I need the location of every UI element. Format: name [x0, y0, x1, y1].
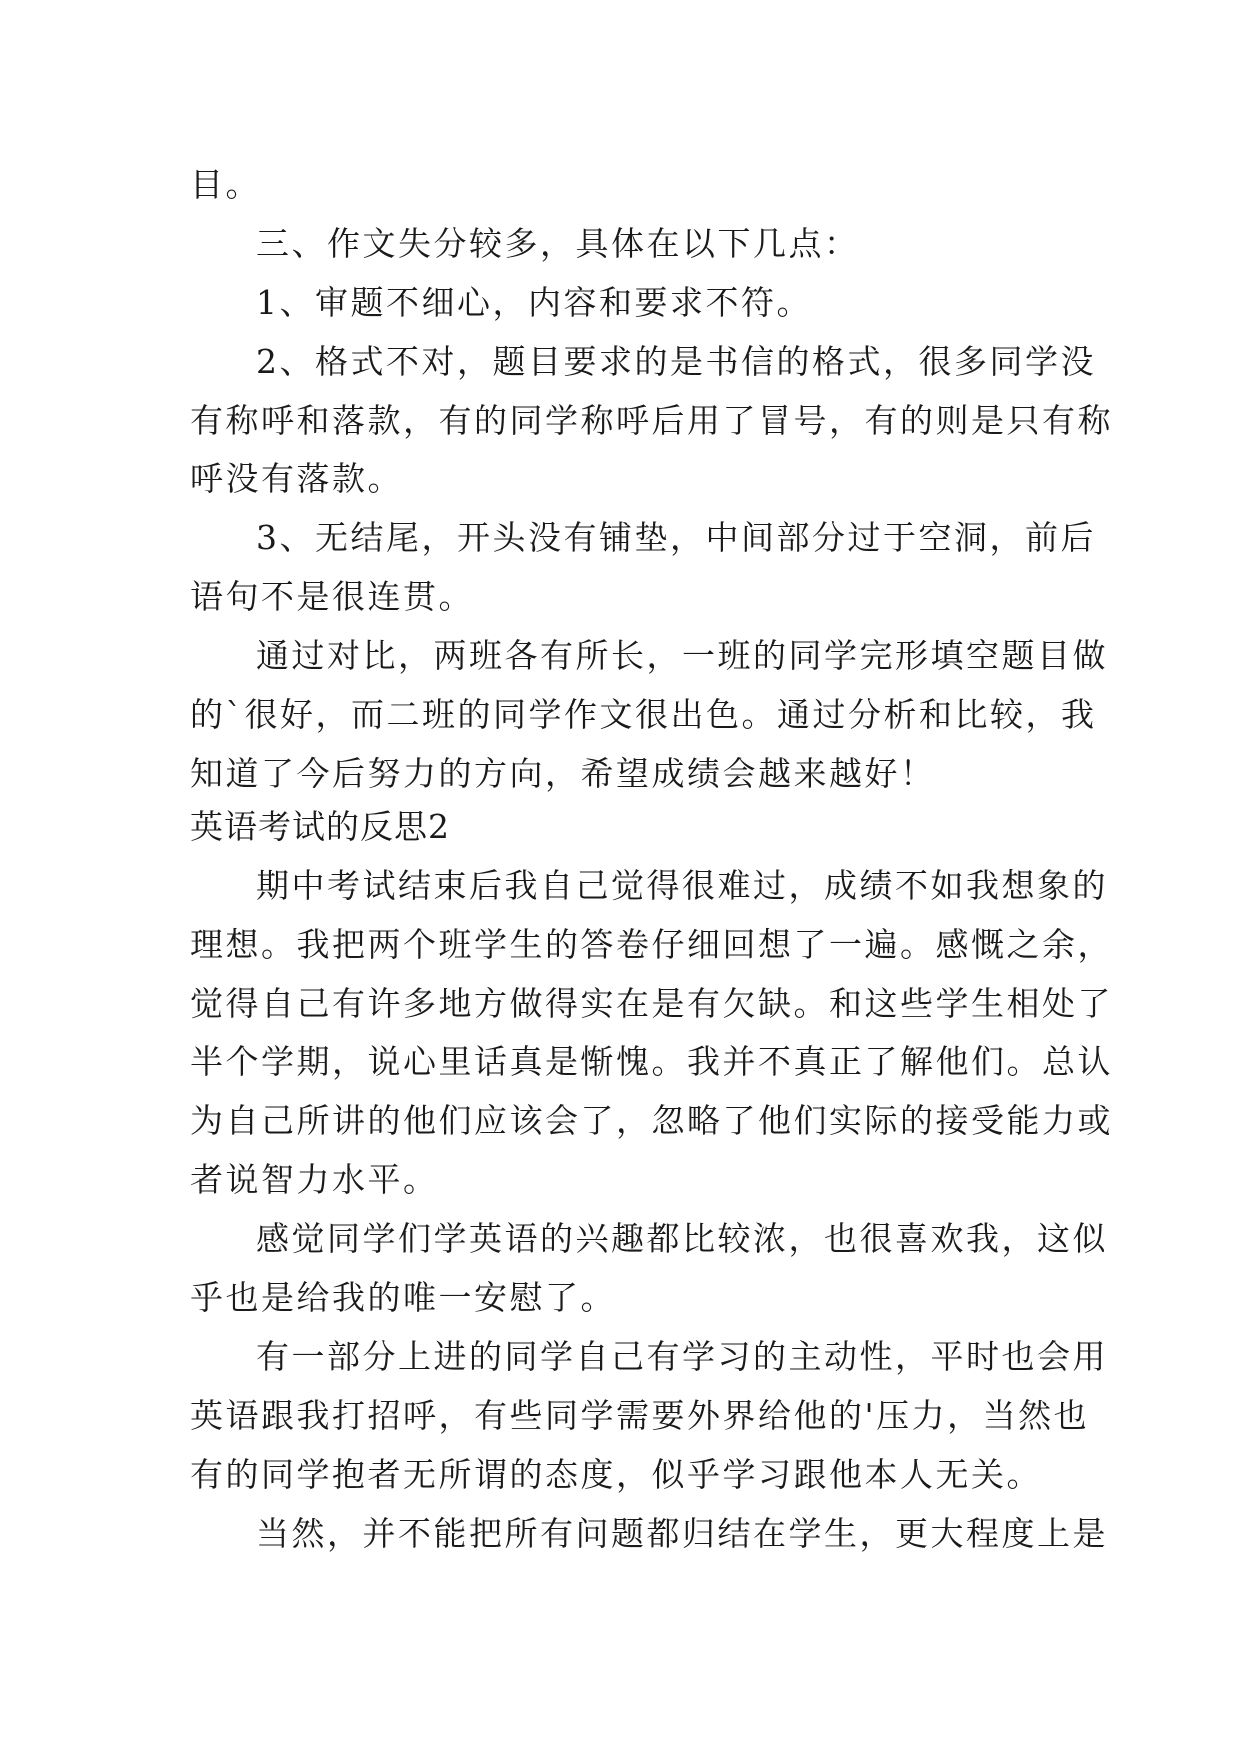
paragraph-line: 三、作文失分较多，具体在以下几点： — [256, 224, 860, 263]
paragraph-line: 感觉同学们学英语的兴趣都比较浓，也很喜欢我，这似 — [256, 1219, 1108, 1258]
paragraph-line: 有一部分上进的同学自己有学习的主动性，平时也会用 — [256, 1337, 1108, 1376]
paragraph-line: 2、格式不对，题目要求的是书信的格式，很多同学没 — [256, 342, 1096, 381]
paragraph-line: 有称呼和落款，有的同学称呼后用了冒号，有的则是只有称 — [190, 401, 1113, 440]
paragraph-line: 语句不是很连贯。 — [190, 577, 474, 616]
paragraph-line: 知道了今后努力的方向，希望成绩会越来越好！ — [190, 754, 936, 793]
paragraph-line: 的`很好，而二班的同学作文很出色。通过分析和比较，我 — [190, 695, 1097, 734]
paragraph-line: 理想。我把两个班学生的答卷仔细回想了一遍。感慨之余， — [190, 925, 1113, 964]
paragraph-line: 当然，并不能把所有问题都归结在学生，更大程度上是 — [256, 1514, 1108, 1553]
paragraph-line: 目。 — [190, 165, 261, 204]
paragraph-line: 通过对比，两班各有所长，一班的同学完形填空题目做 — [256, 636, 1108, 675]
paragraph-line: 觉得自己有许多地方做得实在是有欠缺。和这些学生相处了 — [190, 984, 1113, 1023]
paragraph-line: 3、无结尾，开头没有铺垫，中间部分过于空洞，前后 — [256, 518, 1096, 557]
section-heading: 英语考试的反思2 — [190, 807, 450, 846]
paragraph-line: 乎也是给我的唯一安慰了。 — [190, 1278, 616, 1317]
paragraph-line: 呼没有落款。 — [190, 459, 403, 498]
paragraph-line: 英语跟我打招呼，有些同学需要外界给他的'压力，当然也 — [190, 1396, 1090, 1435]
paragraph-line: 1、审题不细心，内容和要求不符。 — [256, 283, 812, 322]
paragraph-line: 有的同学抱者无所谓的态度，似乎学习跟他本人无关。 — [190, 1455, 1042, 1494]
paragraph-line: 期中考试结束后我自己觉得很难过，成绩不如我想象的 — [256, 866, 1108, 905]
paragraph-line: 为自己所讲的他们应该会了，忽略了他们实际的接受能力或 — [190, 1101, 1113, 1140]
paragraph-line: 者说智力水平。 — [190, 1160, 439, 1199]
paragraph-line: 半个学期，说心里话真是惭愧。我并不真正了解他们。总认 — [190, 1042, 1113, 1081]
